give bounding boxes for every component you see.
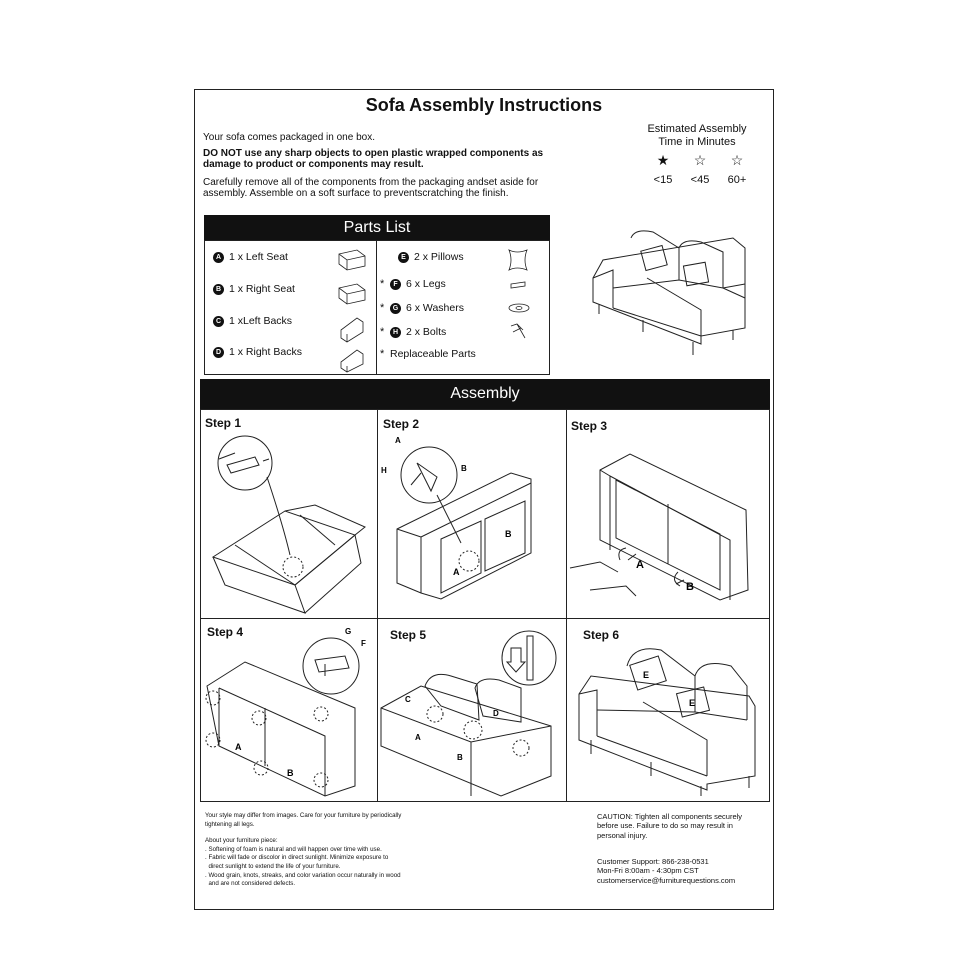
part-icons-left [335,246,369,366]
step-4-illustration [205,626,375,798]
time-value: <15 [653,174,673,186]
callout-g: G [345,627,352,636]
part-letter: F [390,279,401,290]
part-label: 2 x Bolts [406,326,447,338]
star-outline-icon: ☆ [730,152,744,168]
part-label: 1 x Right Seat [229,283,295,295]
part-letter: H [390,327,401,338]
footer-support [597,857,769,885]
callout-f: F [361,639,366,648]
part-label: 2 x Pillows [414,251,464,263]
callout-b: B [461,464,467,473]
replaceable-asterisk: * [380,326,385,338]
part-item-d [213,346,302,358]
caution-line: before use. Failure to do so may result in [597,821,733,831]
replaceable-asterisk: * [380,302,385,314]
callout-e: E [643,670,650,680]
star-outline-icon: ☆ [693,152,707,168]
washer-icon [509,304,529,312]
part-item-a [213,251,288,263]
step-5-label: Step 5 [390,628,427,642]
step-3-illustration [570,440,766,616]
footer-line: . Fabric will fade or discolor in direct sunlight. Minimize exposure to [205,854,389,862]
part-item-e [388,251,464,263]
part-letter: C [213,316,224,327]
left-seat-icon [339,250,365,270]
time-value: 60+ [727,174,747,186]
part-label: 1 x Left Seat [229,251,288,263]
bolt-icon [511,324,525,338]
page-title: Sofa Assembly Instructions [365,95,603,115]
callout-a: A [415,733,421,742]
intro-warning: DO NOT use any sharp objects to open plastic wrapped components as damage to product or components may result. [203,147,544,170]
leg-icon [511,282,525,288]
estimate-label: Estimated Assembly Time in Minutes [647,123,747,148]
part-label: 1 x Right Backs [229,346,302,358]
part-label: 6 x Legs [406,278,446,290]
part-label: 6 x Washers [406,302,464,314]
footer-line: tightening all legs. [205,820,255,828]
footer-line: direct sunlight to extend the life of your furniture. [205,862,341,870]
instruction-sheet [194,89,774,910]
callout-b: B [457,753,463,762]
part-item-h [380,326,446,338]
callout-a: A [235,742,242,752]
part-letter: E [398,252,409,263]
time-value: <45 [690,174,710,186]
footer-caution [597,812,769,840]
callout-e: E [689,698,696,708]
callout-a: A [636,559,644,571]
parts-list-heading: Parts List [204,215,550,240]
footer-line: and are not considered defects. [205,880,296,888]
callout-d: D [493,709,499,718]
footer-line: Your style may differ from images. Care for your furniture by periodically [205,812,402,819]
step-1-label: Step 1 [205,416,242,430]
step-3-label: Step 3 [571,419,608,433]
step-2-label: Step 2 [383,417,420,431]
assembly-heading: Assembly [200,379,770,409]
replaceable-note [380,348,476,360]
callout-b: B [686,581,694,593]
footer-line: . Softening of foam is natural and will happen over time with use. [205,845,382,853]
star-icon: ★ [656,152,670,168]
parts-list-divider [376,240,377,375]
support-phone: Customer Support: 866-238-0531 [597,857,709,866]
part-item-b [213,283,295,295]
part-letter: D [213,347,224,358]
pillow-icon [509,250,527,270]
caution-line: CAUTION: Tighten all components securely [597,812,743,821]
replaceable-note-text: Replaceable Parts [390,348,476,360]
footer-line: About your furniture piece: [205,837,278,845]
part-letter: G [390,303,401,314]
part-icons-right [503,246,539,346]
right-seat-icon [339,284,365,304]
part-item-c [213,315,292,327]
callout-c: C [405,695,411,704]
intro-line-3: Carefully remove all of the components from the packaging andset aside for assembly. Assemble on a soft surface to preventscratching the finish. [203,176,539,199]
step-2-illustration [381,433,565,615]
replaceable-asterisk: * [380,348,385,360]
callout-a: A [453,567,460,577]
estimate-stars [645,152,755,169]
left-back-icon [341,318,363,342]
part-label: 1 xLeft Backs [229,315,293,327]
intro-line-1: Your sofa comes packaged in one box. [203,132,375,143]
support-hours: Mon-Fri 8:00am - 4:30pm CST [597,866,699,876]
part-letter: A [213,252,224,263]
part-item-f [380,278,446,290]
part-letter: B [213,284,224,295]
intro-text [203,132,563,204]
replaceable-asterisk: * [380,278,385,290]
step-5-illustration [381,626,565,798]
footer-left [205,812,505,889]
step-6-illustration [571,636,767,796]
support-email[interactable]: customerservice@furniturequestions.com [597,875,736,885]
callout-a: A [395,436,401,445]
callout-b: B [505,529,512,539]
part-item-g [380,302,464,314]
caution-line: personal injury. [597,830,648,840]
footer-line: . Wood grain, knots, streaks, and color variation occur naturally in wood [205,871,401,879]
callout-b: B [287,768,294,778]
sofa-overview-illustration [583,218,763,368]
callout-h: H [381,466,387,475]
step-4-label: Step 4 [207,625,244,639]
step-1-illustration [205,435,375,615]
estimate-times [645,174,755,186]
step-6-label: Step 6 [583,628,620,642]
